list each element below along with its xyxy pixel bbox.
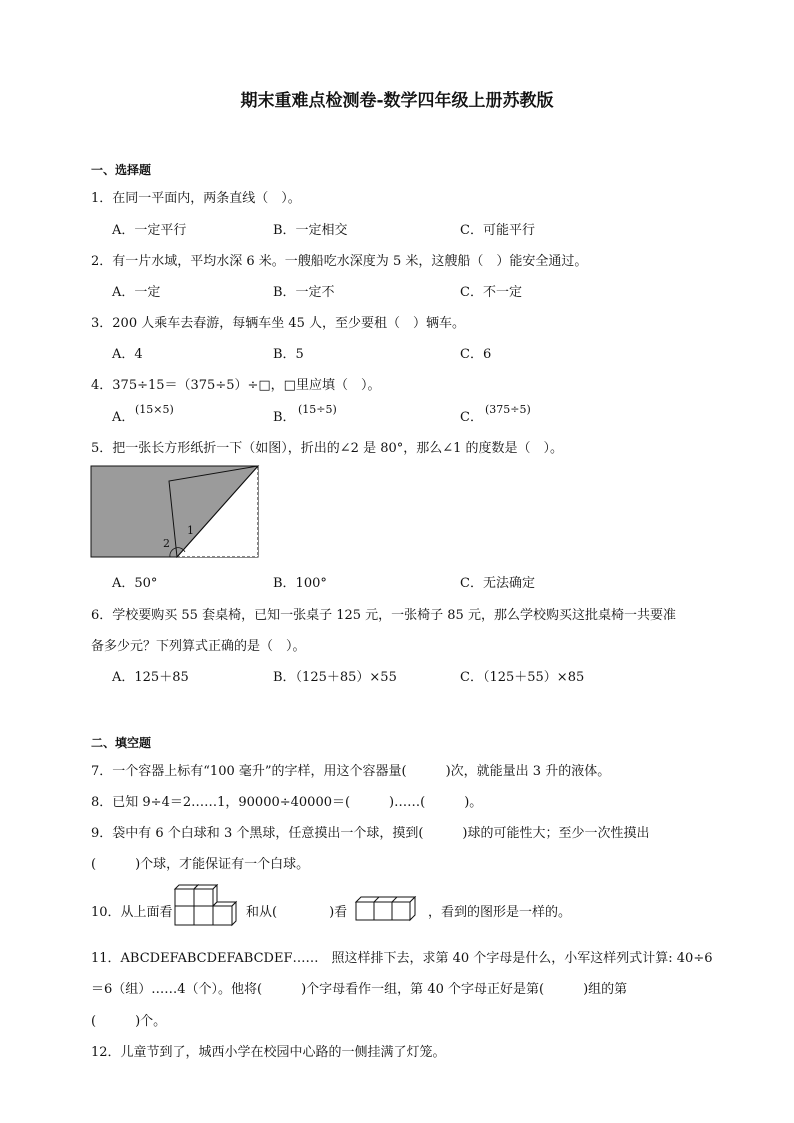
angle-2-label: 2 xyxy=(163,537,170,550)
q4-option-a-expr: (15×5) xyxy=(135,403,174,416)
q2-option-b: B．一定不 xyxy=(273,285,335,300)
q6-option-c: C．（125＋55）×85 xyxy=(460,670,585,685)
question-12: 12．儿童节到了，城西小学在校园中心路的一侧挂满了灯笼。 xyxy=(91,1045,446,1060)
q1-option-b: B．一定相交 xyxy=(273,223,348,238)
question-11-line1: 11．ABCDEFABCDEFABCDEF…… 照这样排下去，求第 40 个字母是什么，小军这样列式计算: 40÷6 xyxy=(91,951,713,966)
question-3: 3．200 人乘车去春游，每辆车坐 45 人，至少要租（ ）辆车。 xyxy=(91,316,466,331)
q2-option-c: C．不一定 xyxy=(460,285,522,300)
question-11-line2: ＝6（组）……4（个）。他将( )个字母看作一组，第 40 个字母正好是第( )组的第 xyxy=(91,982,628,997)
q4-option-c-expr: (375÷5) xyxy=(485,403,531,416)
page-title: 期末重难点检测卷-数学四年级上册苏教版 xyxy=(240,91,554,111)
q6-option-a: A．125＋85 xyxy=(112,670,189,685)
question-11-line3: ( )个。 xyxy=(91,1014,167,1029)
q4-option-c-label: C． xyxy=(460,410,483,425)
q3-option-c: C．6 xyxy=(460,347,492,362)
question-6-line2: 备多少元？下列算式正确的是（ ）。 xyxy=(91,639,306,654)
question-2: 2．有一片水域，平均水深 6 米。一艘船吃水深度为 5 米，这艘船（ ）能安全通过。 xyxy=(91,254,588,269)
q6-option-b: B．（125＋85）×55 xyxy=(273,670,397,685)
question-9-line1: 9．袋中有 6 个白球和 3 个黑球，任意摸出一个球，摸到( )球的可能性大；至少一次性摸出 xyxy=(91,826,650,841)
q1-option-c: C．可能平行 xyxy=(460,223,535,238)
q1-option-a: A．一定平行 xyxy=(112,223,187,238)
q2-option-a: A．一定 xyxy=(112,285,161,300)
cube-row-side-view xyxy=(354,896,426,922)
section-fill-heading: 二、填空题 xyxy=(91,736,152,750)
question-10-part1: 10．从上面看 xyxy=(91,905,173,920)
q3-option-a: A．4 xyxy=(112,347,143,362)
q5-option-a: A．50° xyxy=(112,576,158,591)
question-10-part3: ，看到的图形是一样的。 xyxy=(428,905,572,920)
question-4: 4．375÷15＝（375÷5）÷□，□里应填（ ）。 xyxy=(91,378,381,393)
q5-option-c: C．无法确定 xyxy=(460,576,535,591)
cube-stack-top-view xyxy=(172,884,244,928)
q4-option-a-label: A． xyxy=(112,410,135,425)
q3-option-b: B．5 xyxy=(273,347,304,362)
q4-option-b-expr: (15÷5) xyxy=(298,403,337,416)
question-6-line1: 6．学校要购买 55 套桌椅，已知一张桌子 125 元，一张椅子 85 元，那么学校购买这批桌椅一共要准 xyxy=(91,608,676,623)
angle-1-label: 1 xyxy=(187,524,194,537)
question-8: 8．已知 9÷4＝2……1，90000÷40000＝( )……( )。 xyxy=(91,795,483,810)
folded-paper-figure xyxy=(90,465,260,560)
question-9-line2: ( )个球，才能保证有一个白球。 xyxy=(91,857,310,872)
question-10-part2: 和从( )看 xyxy=(246,905,348,920)
question-1: 1．在同一平面内，两条直线（ ）。 xyxy=(91,191,301,206)
q5-option-b: B．100° xyxy=(273,576,327,591)
question-5: 5．把一张长方形纸折一下（如图），折出的∠2 是 80°，那么∠1 的度数是（ ）。 xyxy=(91,441,564,456)
section-choice-heading: 一、选择题 xyxy=(91,163,152,177)
question-7: 7．一个容器上标有“100 毫升”的字样，用这个容器量( )次，就能量出 3 升的液体。 xyxy=(91,764,611,779)
q4-option-b-label: B． xyxy=(273,410,296,425)
